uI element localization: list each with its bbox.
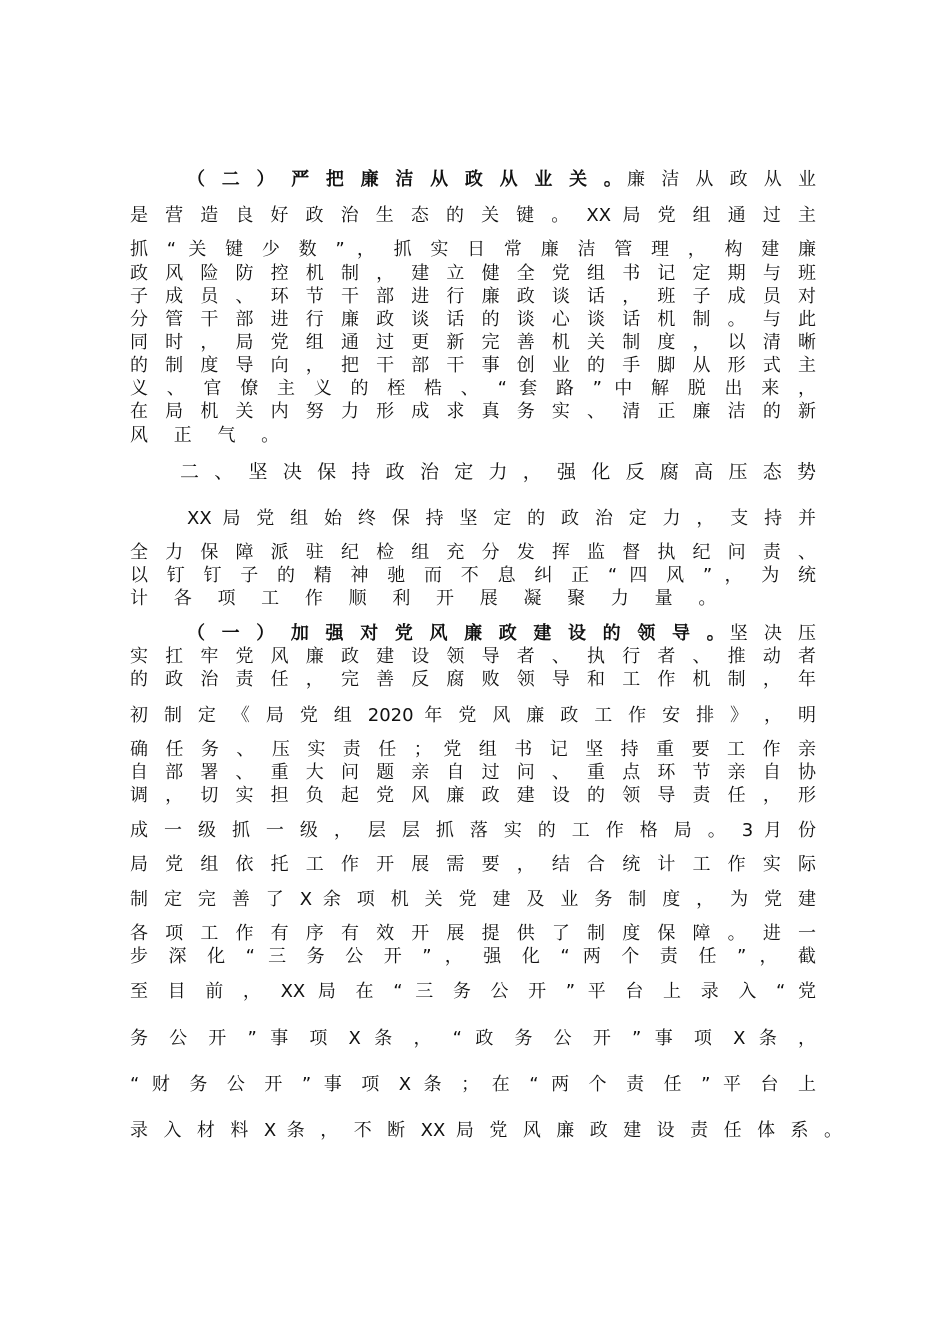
- section-subheading: （ 二 ） 严 把 廉 洁 从 政 从 业 关 。: [187, 169, 628, 190]
- paragraph-line: 风 正 气 。: [130, 425, 290, 446]
- paragraph-line: 自 部 署 、 重 大 问 题 亲 自 过 问 、 重 点 环 节 亲 自 协: [130, 762, 816, 783]
- paragraph-line: 的 制 度 导 向 ， 把 干 部 干 事 创 业 的 手 脚 从 形 式 主: [130, 355, 816, 376]
- body-text: 坚 决 压: [729, 623, 816, 644]
- section-subheading: （ 一 ） 加 强 对 党 风 廉 政 建 设 的 领 导 。: [187, 623, 730, 644]
- paragraph-line: 录 入 材 料 X 条 ， 不 断 XX 局 党 风 廉 政 建 设 责 任 体 系 。: [130, 1120, 842, 1141]
- paragraph-line: 调 ， 切 实 担 负 起 党 风 廉 政 建 设 的 领 导 责 任 ， 形: [130, 785, 816, 806]
- paragraph-line: 分 管 干 部 进 行 廉 政 谈 话 的 谈 心 谈 话 机 制 。 与 此: [130, 309, 816, 330]
- paragraph-line: 的 政 治 责 任 ， 完 善 反 腐 败 领 导 和 工 作 机 制 ， 年: [130, 669, 816, 690]
- paragraph-line: 政 风 险 防 控 机 制 ， 建 立 健 全 党 组 书 记 定 期 与 班: [130, 263, 816, 284]
- paragraph-line: XX 局 党 组 始 终 保 持 坚 定 的 政 治 定 力 ， 支 持 并: [187, 508, 816, 529]
- paragraph-line: 至 目 前 ， XX 局 在 “ 三 务 公 开 ” 平 台 上 录 入 “ 党: [130, 981, 816, 1002]
- paragraph-line: 同 时 ， 局 党 组 通 过 更 新 完 善 机 关 制 度 ， 以 清 晰: [130, 332, 816, 353]
- paragraph-line: “ 财 务 公 开 ” 事 项 X 条 ； 在 “ 两 个 责 任 ” 平 台 上: [130, 1074, 816, 1095]
- paragraph-line: [187, 168, 816, 192]
- paragraph-line: 局 党 组 依 托 工 作 开 展 需 要 ， 结 合 统 计 工 作 实 际: [130, 854, 816, 875]
- section-heading: 二 、 坚 决 保 持 政 治 定 力 ， 强 化 反 腐 高 压 态 势: [180, 461, 816, 483]
- paragraph-line: 各 项 工 作 有 序 有 效 开 展 提 供 了 制 度 保 障 。 进 一: [130, 923, 816, 944]
- paragraph-line: 计 各 项 工 作 顺 利 开 展 凝 聚 力 量 。: [130, 588, 727, 609]
- paragraph-line: 抓 “ 关 键 少 数 ” ， 抓 实 日 常 廉 洁 管 理 ， 构 建 廉: [130, 239, 816, 260]
- paragraph-line: 务 公 开 ” 事 项 X 条 ， “ 政 务 公 开 ” 事 项 X 条 ，: [130, 1028, 816, 1049]
- paragraph-line: 是 营 造 良 好 政 治 生 态 的 关 键 。 XX 局 党 组 通 过 主: [130, 205, 816, 226]
- paragraph-line: 以 钉 钉 子 的 精 神 驰 而 不 息 纠 正 “ 四 风 ” ， 为 统: [130, 565, 816, 586]
- paragraph-line: 在 局 机 关 内 努 力 形 成 求 真 务 实 、 清 正 廉 洁 的 新: [130, 401, 816, 422]
- paragraph-line: 步 深 化 “ 三 务 公 开 ” ， 强 化 “ 两 个 责 任 ” ， 截: [130, 946, 816, 967]
- paragraph-line: 实 扛 牢 党 风 廉 政 建 设 领 导 者 、 执 行 者 、 推 动 者: [130, 646, 816, 667]
- paragraph-line: 义 、 官 僚 主 义 的 桎 梏 、 “ 套 路 ” 中 解 脱 出 来 ，: [130, 378, 816, 399]
- body-text: 廉 洁 从 政 从 业: [627, 169, 816, 190]
- paragraph-line: 全 力 保 障 派 驻 纪 检 组 充 分 发 挥 监 督 执 纪 问 责 、: [130, 542, 816, 563]
- paragraph-line: [187, 622, 816, 646]
- paragraph-line: 确 任 务 、 压 实 责 任 ； 党 组 书 记 坚 持 重 要 工 作 亲: [130, 739, 816, 760]
- paragraph-line: 成 一 级 抓 一 级 ， 层 层 抓 落 实 的 工 作 格 局 。 3 月 份: [130, 820, 816, 841]
- paragraph-line: 初 制 定 《 局 党 组 2020 年 党 风 廉 政 工 作 安 排 》 ， 明: [130, 705, 816, 726]
- paragraph-line: 制 定 完 善 了 X 余 项 机 关 党 建 及 业 务 制 度 ， 为 党 建: [130, 889, 816, 910]
- paragraph-line: 子 成 员 、 环 节 干 部 进 行 廉 政 谈 话 ， 班 子 成 员 对: [130, 286, 816, 307]
